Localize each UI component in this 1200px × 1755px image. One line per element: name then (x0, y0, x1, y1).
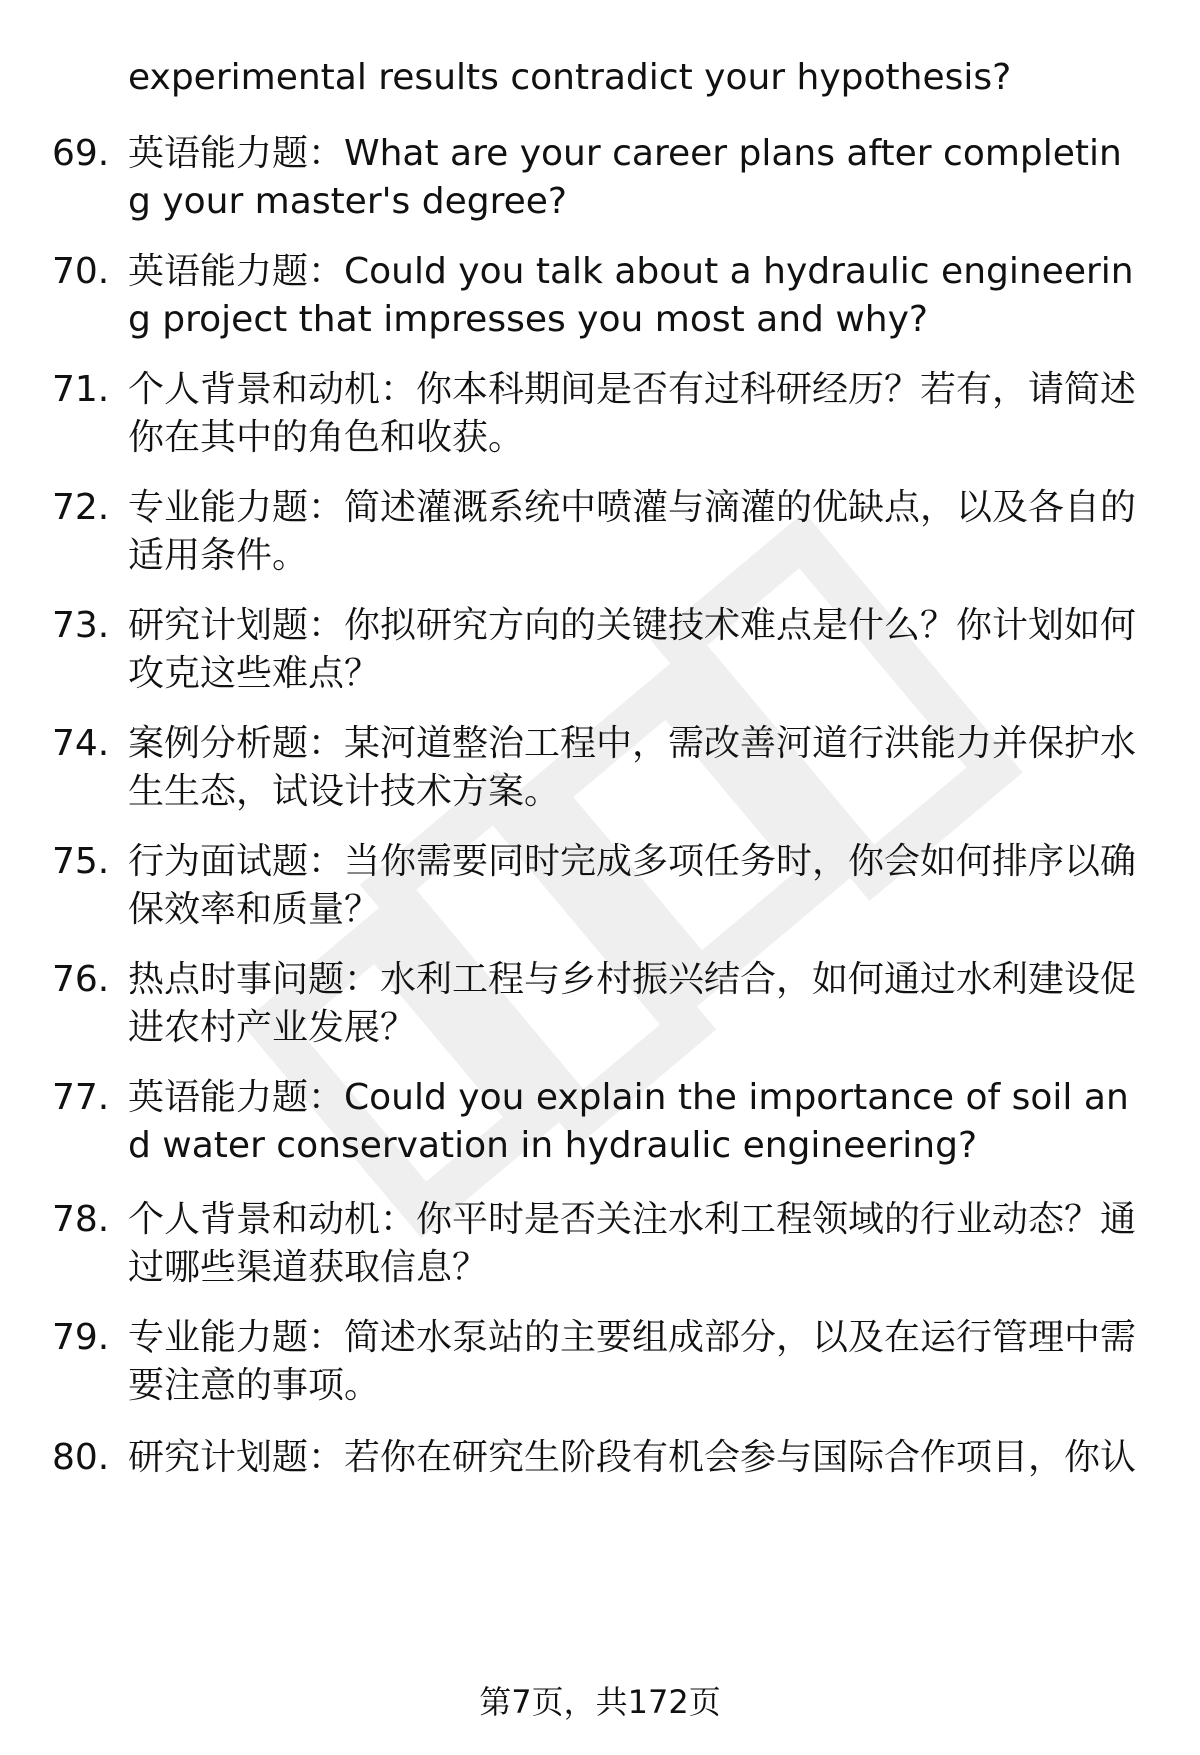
question-number: 71. (52, 369, 110, 410)
question-number: 76. (52, 959, 110, 1000)
question-number: 77. (52, 1077, 110, 1118)
question-number: 78. (52, 1199, 110, 1240)
question-text: 个人背景和动机：你平时是否关注水利工程领域的行业动态？通过哪些渠道获取信息？ (128, 1199, 1137, 1288)
page-footer: 第7页，共172页 (479, 1683, 721, 1721)
question-text: 英语能力题：Could you explain the importance of soil and water conservation in hydraulic engineering? (128, 1077, 1129, 1166)
question-text: 研究计划题：若你在研究生阶段有机会参与国际合作项目，你认 (128, 1437, 1137, 1478)
question-text: 英语能力题：What are your career plans after completing your master's degree? (128, 133, 1122, 222)
question-text: 行为面试题：当你需要同时完成多项任务时，你会如何排序以确保效率和质量？ (128, 841, 1137, 930)
question-text: 个人背景和动机：你本科期间是否有过科研经历？若有，请简述你在其中的角色和收获。 (128, 369, 1137, 458)
question-text: 专业能力题：简述水泵站的主要组成部分，以及在运行管理中需要注意的事项。 (128, 1317, 1137, 1406)
question-text: 热点时事问题：水利工程与乡村振兴结合，如何通过水利建设促进农村产业发展？ (128, 959, 1137, 1048)
question-number: 73. (52, 605, 110, 646)
question-text: 专业能力题：简述灌溉系统中喷灌与滴灌的优缺点，以及各自的适用条件。 (128, 487, 1137, 576)
question-number: 70. (52, 251, 110, 292)
question-number: 74. (52, 723, 110, 764)
question-text: 英语能力题：Could you talk about a hydraulic engineering project that impresses you most and why? (128, 251, 1134, 340)
question-number: 80. (52, 1437, 110, 1478)
continuation-text: experimental results contradict your hypothesis? (128, 57, 1012, 98)
question-number: 79. (52, 1317, 110, 1358)
question-number: 72. (52, 487, 110, 528)
question-text: 案例分析题：某河道整治工程中，需改善河道行洪能力并保护水生生态，试设计技术方案。 (128, 723, 1137, 812)
question-number: 75. (52, 841, 110, 882)
question-number: 69. (52, 133, 110, 174)
question-text: 研究计划题：你拟研究方向的关键技术难点是什么？你计划如何攻克这些难点？ (128, 605, 1137, 694)
